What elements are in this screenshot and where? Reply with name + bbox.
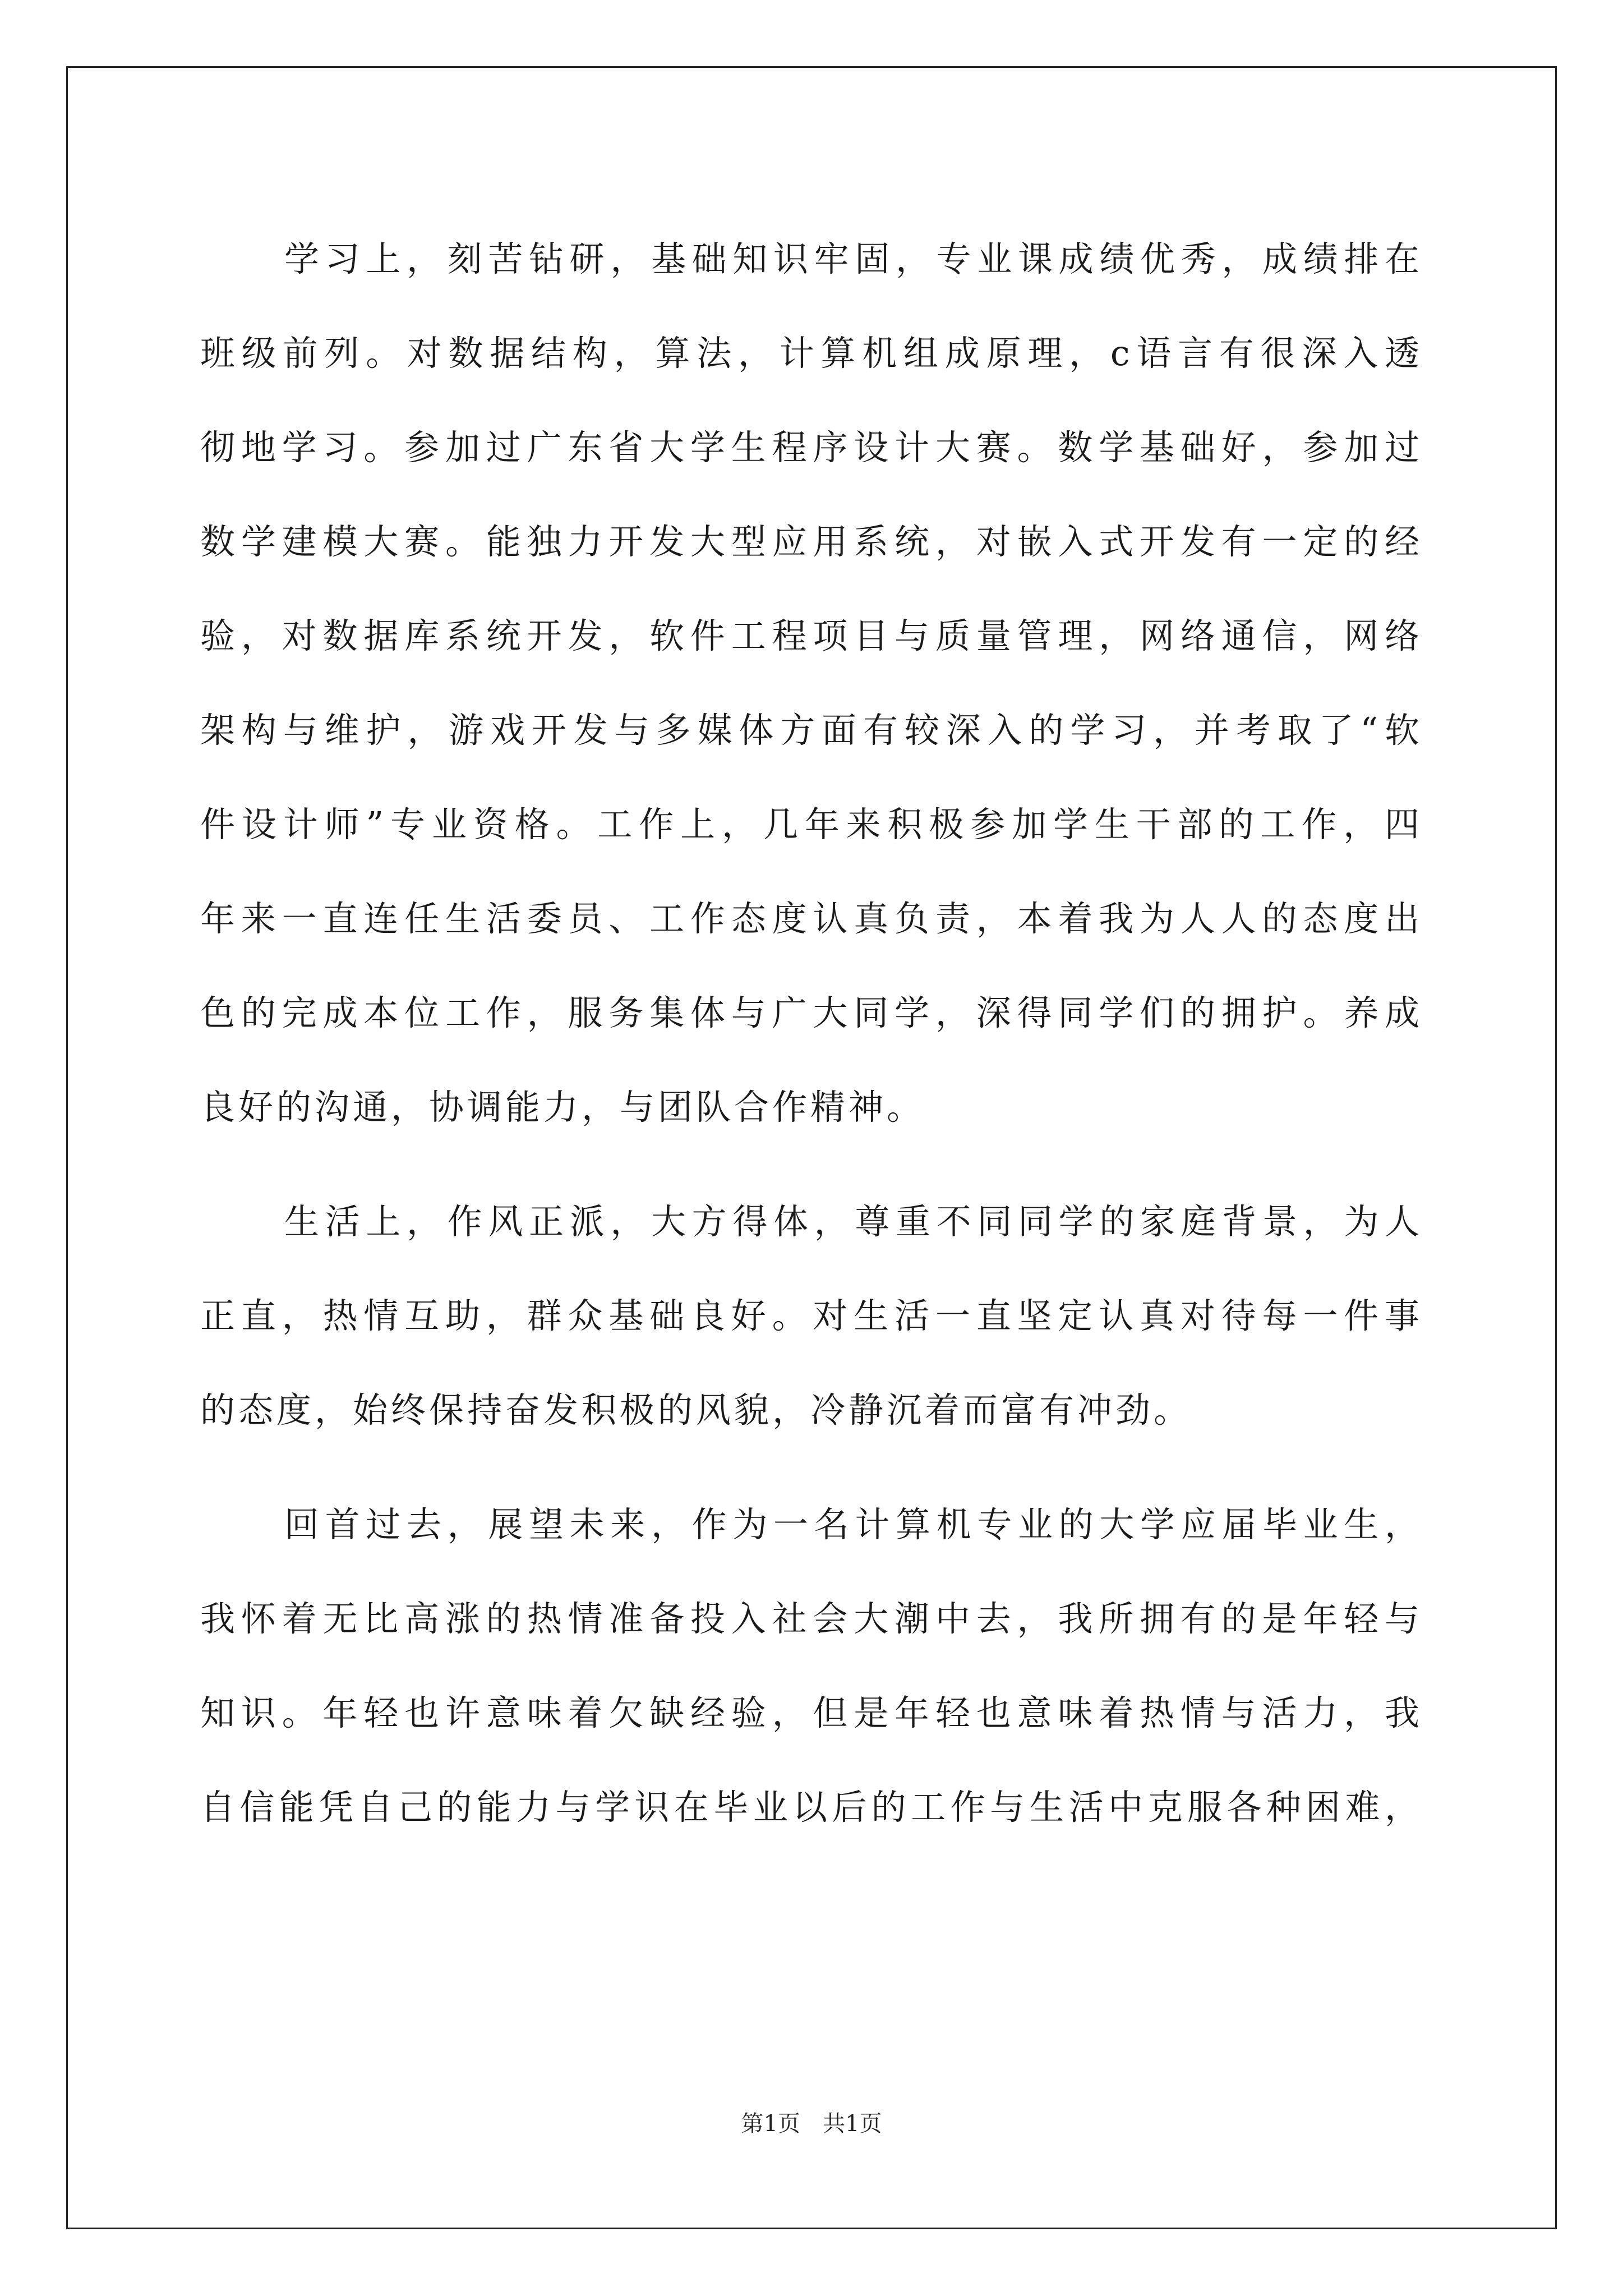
- text-line: 数学建模大赛。能独力开发大型应用系统，对嵌入式开发有一定的经: [200, 521, 1423, 562]
- text-line: 班级前列。对数据结构，算法，计算机组成原理，c语言有很深入透: [200, 333, 1423, 374]
- text-line: 我怀着无比高涨的热情准备投入社会大潮中去，我所拥有的是年轻与: [200, 1598, 1423, 1639]
- paragraph-spacer: [200, 1154, 1423, 1175]
- text-line: 生活上，作风正派，大方得体，尊重不同同学的家庭背景，为人: [284, 1201, 1423, 1242]
- text-line: 色的完成本位工作，服务集体与广大同学，深得同学们的拥护。养成: [200, 992, 1423, 1033]
- paragraph-study: [200, 212, 1423, 1154]
- paragraph-future: [200, 1478, 1423, 1855]
- document-body: [200, 212, 1423, 1855]
- text-line: 回首过去，展望未来，作为一名计算机专业的大学应届毕业生，: [284, 1504, 1423, 1545]
- page-number-footer: 第1页 共1页: [741, 2111, 882, 2137]
- text-line: 验，对数据库系统开发，软件工程项目与质量管理，网络通信，网络: [200, 615, 1423, 656]
- text-line: 自信能凭自己的能力与学识在毕业以后的工作与生活中克服各种困难，: [200, 1787, 1423, 1828]
- paragraph-life: [200, 1175, 1423, 1457]
- text-line: 学习上，刻苦钻研，基础知识牢固，专业课成绩优秀，成绩排在: [284, 238, 1423, 279]
- paragraph-spacer: [200, 1457, 1423, 1478]
- text-line: 正直，热情互助，群众基础良好。对生活一直坚定认真对待每一件事: [200, 1295, 1423, 1336]
- text-line: 件设计师”专业资格。工作上，几年来积极参加学生干部的工作，四: [200, 804, 1423, 845]
- text-line: 架构与维护，游戏开发与多媒体方面有较深入的学习，并考取了“软: [200, 710, 1423, 751]
- text-line: 年来一直连任生活委员、工作态度认真负责，本着我为人人的态度出: [200, 898, 1423, 939]
- text-line: 良好的沟通，协调能力，与团队合作精神。: [200, 1087, 925, 1128]
- text-line: 彻地学习。参加过广东省大学生程序设计大赛。数学基础好，参加过: [200, 427, 1423, 468]
- text-line: 知识。年轻也许意味着欠缺经验，但是年轻也意味着热情与活力，我: [200, 1692, 1423, 1733]
- text-line: 的态度，始终保持奋发积极的风貌，冷静沉着而富有冲劲。: [200, 1389, 1192, 1430]
